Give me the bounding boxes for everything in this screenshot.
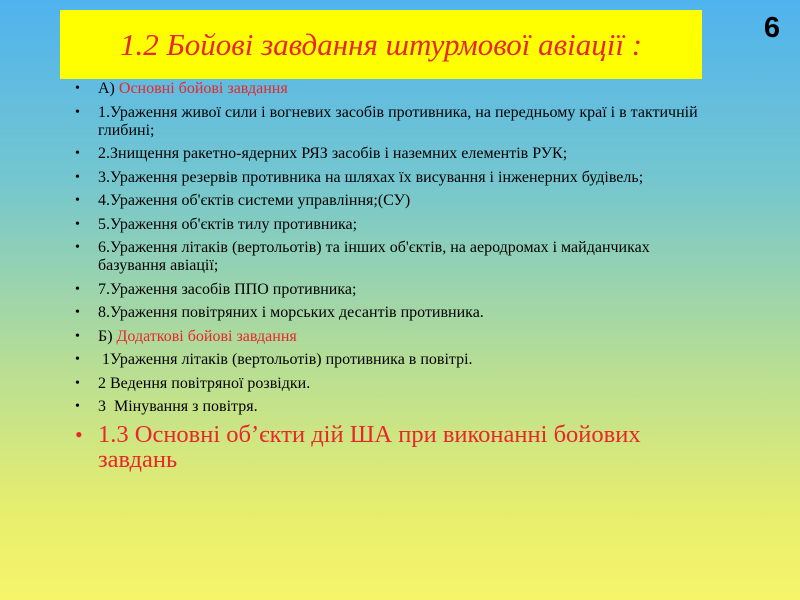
list-item-text: 6.Ураження літаків (вертольотів) та інших об'єктів, на аеродромах і майданчиках базування авіації;	[98, 239, 650, 274]
next-section-text: 1.3 Основні об’єкти дій ША при виконанні бойових завдань	[98, 420, 641, 473]
bullet-icon: •	[75, 375, 80, 391]
bullet-icon: •	[75, 81, 80, 96]
bullet-icon: •	[75, 281, 80, 297]
list-item-text: 2.Знищення ракетно-ядерних РЯЗ засобів і наземних елементів РУК;	[98, 145, 568, 162]
list-item-text: 7.Ураження засобів ППО противника;	[98, 280, 357, 298]
list-item	[75, 145, 715, 163]
list-item-text: 5.Ураження об'єктів тилу противника;	[98, 215, 358, 233]
bullet-icon: •	[75, 305, 80, 320]
list-item	[75, 398, 715, 416]
section-a-heading: Основні бойові завдання	[118, 80, 288, 97]
bullet-icon: •	[75, 352, 80, 367]
bullet-icon: •	[75, 104, 80, 120]
list-item-text: 1.Ураження живої сили і вогневих засобів противника, на передньому краї і в тактичній глибині;	[98, 103, 698, 139]
section-b-heading: Додаткові бойові завдання	[116, 327, 297, 345]
bullet-list	[75, 80, 715, 472]
bullet-icon: •	[75, 146, 80, 161]
bullet-icon: •	[75, 328, 80, 344]
bullet-icon: •	[75, 399, 80, 414]
list-item	[75, 169, 715, 187]
list-item-text: 4.Ураження об'єктів системи управління;(СУ)	[98, 192, 411, 209]
list-item-section-a	[75, 80, 715, 98]
list-item-text: 3 Мінування з повітря.	[98, 398, 258, 415]
bullet-icon: •	[75, 216, 80, 232]
list-item	[75, 216, 715, 234]
slide-number: 6	[763, 12, 781, 44]
content-area	[75, 80, 715, 477]
list-item	[75, 375, 715, 393]
list-item	[75, 192, 715, 210]
slide-title: 1.2 Бойові завдання штурмової авіації :	[119, 26, 643, 62]
bullet-icon: •	[75, 169, 80, 185]
bullet-icon: •	[75, 193, 80, 208]
list-item	[75, 239, 715, 275]
section-a-prefix: А)	[98, 80, 119, 97]
section-b-prefix: Б)	[98, 327, 117, 345]
next-section-heading	[75, 422, 715, 472]
title-box	[60, 10, 702, 79]
bullet-icon: •	[75, 240, 80, 255]
list-item-section-b	[75, 328, 715, 346]
list-item	[75, 104, 715, 140]
list-item	[75, 351, 715, 369]
list-item-text: 2 Ведення повітряної розвідки.	[98, 374, 311, 392]
list-item-text: 1Ураження літаків (вертольотів) противника в повітрі.	[98, 351, 473, 368]
list-item	[75, 281, 715, 299]
list-item-text: 3.Ураження резервів противника на шляхах їх висування і інженерних будівель;	[98, 168, 644, 186]
bullet-icon: •	[75, 421, 83, 447]
list-item	[75, 304, 715, 322]
list-item-text: 8.Ураження повітряних і морських десантів противника.	[98, 304, 484, 321]
